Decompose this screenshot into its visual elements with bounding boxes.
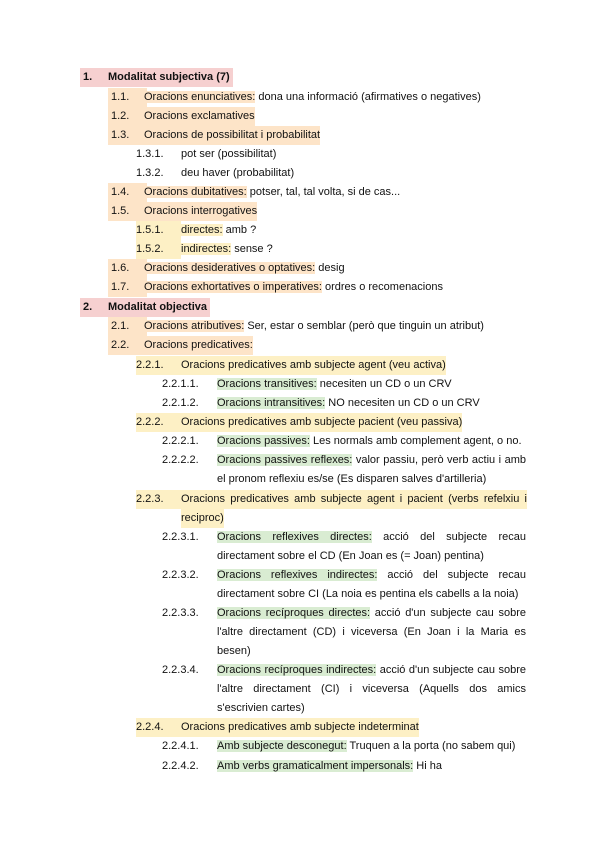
item-label: Oracions exhortatives o imperatives: [144, 281, 322, 293]
item-label: reciproc) [181, 509, 224, 528]
item-label: Oracions enunciatives: [144, 91, 256, 103]
item-description: necesiten un CD o un CRV [316, 378, 452, 390]
item-number: 2.2.1.1. [162, 378, 199, 390]
item-number: 2.2.3. [136, 490, 181, 509]
item-description: Les normals amb complement agent, o no. [309, 435, 522, 447]
item-description: el pronom reflexiu es/se (Es disparen salves d'artilleria) [217, 473, 487, 485]
item-text [144, 317, 484, 336]
item-text [217, 394, 480, 413]
item-text [217, 451, 526, 470]
item-text: deu haver (probabilitat) [181, 167, 295, 179]
item-number: 1.6. [108, 259, 147, 278]
item-text [217, 375, 452, 394]
item-number: 2.2.4.2. [162, 760, 199, 772]
item-text [217, 566, 526, 585]
item-number: 2.2.3.3. [162, 607, 199, 619]
item-number: 2.2.2.2. [162, 454, 199, 466]
item-description: directament sobre el CD (En Joan es (= Joan) pentina) [217, 550, 484, 562]
item-description: acció del subjecte recau [371, 531, 526, 543]
item-label: Oracions reflexives directes: [217, 531, 372, 543]
item-description: ordres o recomenacions [321, 281, 443, 293]
item-number: 2.2.2. [136, 413, 181, 432]
item-label: Oracions intransitives: [217, 397, 326, 409]
item-description: acció d'un subjecte cau sobre [376, 664, 526, 676]
item-label: Oracions transitives: [217, 378, 317, 390]
item-text [144, 278, 443, 297]
item-label: Oracions recíproques indirectes: [217, 664, 377, 676]
item-number: 2.2.4.1. [162, 740, 199, 752]
item-label: Oracions predicatives amb subjecte pacient (veu passiva) [181, 413, 462, 432]
item-label: Oracions predicatives amb subjecte indeterminat [181, 718, 419, 737]
item-description: valor passiu, però verb actiu i amb [352, 454, 526, 466]
item-number: 2.2.2.1. [162, 435, 199, 447]
item-text [181, 240, 273, 259]
item-number: 1.2. [108, 107, 147, 126]
item-text [181, 221, 256, 240]
item-description: Ser, estar o semblar (però que tinguin un atribut) [244, 320, 484, 332]
item-number: 2.2. [108, 336, 147, 355]
item-label: Oracions exclamatives [144, 107, 255, 126]
item-number: 1.4. [108, 183, 147, 202]
item-description: dona una informació (afirmatives o negatives) [255, 91, 481, 103]
item-number: 1.3. [108, 126, 147, 145]
item-description: amb ? [222, 224, 257, 236]
item-number: 1.5. [108, 202, 147, 221]
item-description: directament sobre CI (La noia es pentina els cabells a la noia) [217, 588, 519, 600]
item-number: 1.7. [108, 278, 147, 297]
item-label: Amb verbs gramaticalment impersonals: [217, 760, 414, 772]
item-label: Oracions predicatives amb subjecte agent (veu activa) [181, 356, 446, 375]
item-number: 1.5.1. [136, 221, 181, 240]
item-number: 2.1. [108, 317, 147, 336]
item-label: Oracions interrogatives [144, 202, 257, 221]
item-label: Oracions atributives: [144, 320, 245, 332]
item-label: Oracions dubitatives: [144, 186, 247, 198]
item-label: Amb subjecte desconegut: [217, 740, 347, 752]
item-label: Oracions desideratives o optatives: [144, 262, 316, 274]
heading-section-2 [80, 298, 210, 317]
item-description: s'escrivien cartes) [217, 702, 305, 714]
item-label: Oracions de possibilitat i probabilitat [144, 126, 320, 145]
item-description: acció del subjecte recau [377, 569, 526, 581]
item-description: besen) [217, 645, 251, 657]
heading-section-1 [80, 68, 233, 87]
item-label: Oracions predicatives: [144, 336, 253, 355]
item-label: Oracions passives: [217, 435, 310, 447]
item-text [217, 604, 526, 623]
item-number: 1.5.2. [136, 240, 181, 259]
item-number: 2.2.3.4. [162, 664, 199, 676]
heading-number: 1. [83, 71, 93, 83]
item-number: 1.1. [108, 88, 147, 107]
item-label: Oracions recíproques directes: [217, 607, 371, 619]
item-description: Truquen a la porta (no sabem qui) [346, 740, 516, 752]
item-description: l'altre directament (CD) i viceversa (En Joan i la Maria es [217, 626, 526, 638]
item-label: indirectes: [181, 243, 232, 255]
item-text [144, 259, 345, 278]
item-description: acció d'un subjecte cau sobre [370, 607, 526, 619]
item-number: 2.2.4. [136, 718, 181, 737]
item-description: l'altre directament (CI) i viceversa (Aquells dos amics [217, 683, 526, 695]
item-description: NO necesiten un CD o un CRV [325, 397, 480, 409]
heading-title: Modalitat subjectiva (7) [108, 71, 230, 83]
item-number: 1.3.1. [136, 148, 164, 160]
item-label: Oracions passives reflexes: [217, 454, 353, 466]
item-number: 2.2.1. [136, 356, 181, 375]
heading-title: Modalitat objectiva [108, 301, 208, 313]
item-description: potser, tal, tal volta, si de cas... [246, 186, 401, 198]
item-description: sense ? [231, 243, 273, 255]
item-label: directes: [181, 224, 223, 236]
item-number: 2.2.1.2. [162, 397, 199, 409]
item-label: Oracions reflexives indirectes: [217, 569, 378, 581]
item-description: desig [315, 262, 345, 274]
item-text [144, 88, 481, 107]
item-text [217, 661, 526, 680]
item-text [144, 183, 400, 202]
item-number: 1.3.2. [136, 167, 164, 179]
item-text: pot ser (possibilitat) [181, 148, 277, 160]
item-text [217, 432, 522, 451]
item-description: Hi ha [413, 760, 442, 772]
heading-number: 2. [83, 301, 93, 313]
item-label: Oracions predicatives amb subjecte agent i pacient (verbs refelxiu i [181, 490, 527, 509]
item-text [217, 737, 515, 756]
item-text [217, 757, 442, 776]
item-text [217, 528, 526, 547]
item-number: 2.2.3.1. [162, 531, 199, 543]
item-number: 2.2.3.2. [162, 569, 199, 581]
